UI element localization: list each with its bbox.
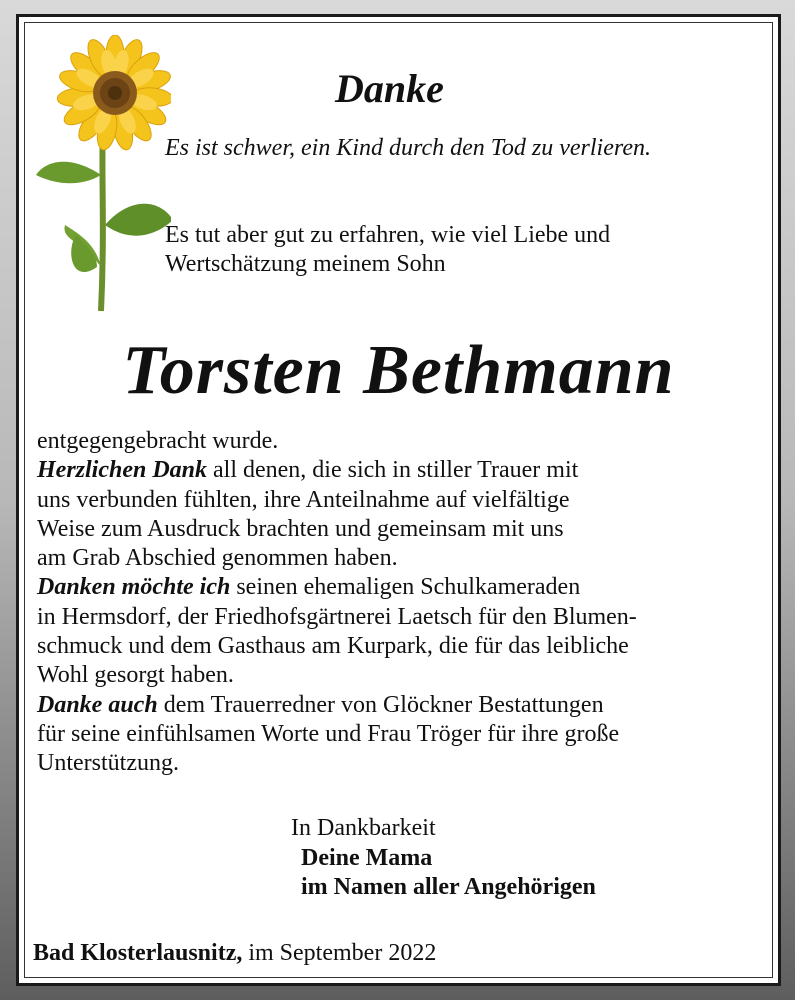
notice-frame <box>16 14 781 986</box>
p2-line-2: in Hermsdorf, der Friedhofsgärtnerei Laetsch für den Blumen- <box>37 603 637 630</box>
p2-bold: Danken möchte ich <box>37 574 231 601</box>
signature <box>301 844 596 902</box>
paragraph-1 <box>37 456 767 573</box>
intro-line-2: Wertschätzung meinem Sohn <box>165 251 446 277</box>
deceased-name: Torsten Bethmann <box>122 332 675 409</box>
p1-line-4: am Grab Abschied genommen haben. <box>37 545 398 572</box>
intro-line: Es ist schwer, ein Kind durch den Tod zu verlieren. <box>165 135 651 161</box>
body-text <box>37 427 767 779</box>
intro-paragraph <box>165 221 610 279</box>
p3-bold: Danke auch <box>37 691 158 718</box>
signature-line-1: Deine Mama <box>301 845 433 871</box>
paragraph-2 <box>37 573 767 690</box>
p2-line-4: Wohl gesorgt haben. <box>37 662 234 689</box>
p1-line-3: Weise zum Ausdruck brachten und gemeinsam mit uns <box>37 515 564 542</box>
p2-line-3: schmuck und dem Gasthaus am Kurpark, die für das leibliche <box>37 633 629 660</box>
p2-line-1: seinen ehemaligen Schulkameraden <box>230 574 581 601</box>
p1-line-2: uns verbunden fühlten, ihre Anteilnahme auf vielfältige <box>37 486 570 513</box>
heading: Danke <box>335 66 444 111</box>
p1-line-1: all denen, die sich in stiller Trauer mit <box>207 457 579 484</box>
after-name-line: entgegengebracht wurde. <box>37 428 279 454</box>
closing: In Dankbarkeit <box>291 815 436 841</box>
place: Bad Klosterlausnitz, <box>33 940 243 966</box>
intro-line-1: Es tut aber gut zu erfahren, wie viel Liebe und <box>165 222 611 248</box>
p3-line-3: Unterstützung. <box>37 750 179 777</box>
paragraph-3 <box>37 691 767 779</box>
place-date <box>33 940 436 967</box>
p1-bold: Herzlichen Dank <box>37 457 208 484</box>
p3-line-2: für seine einfühlsamen Worte und Frau Tröger für ihre große <box>37 720 620 747</box>
signature-line-2: im Namen aller Angehörigen <box>301 874 596 900</box>
p3-line-1: dem Trauerredner von Glöckner Bestattungen <box>157 691 604 718</box>
date: im September 2022 <box>242 940 437 966</box>
sunflower-icon <box>31 35 171 317</box>
